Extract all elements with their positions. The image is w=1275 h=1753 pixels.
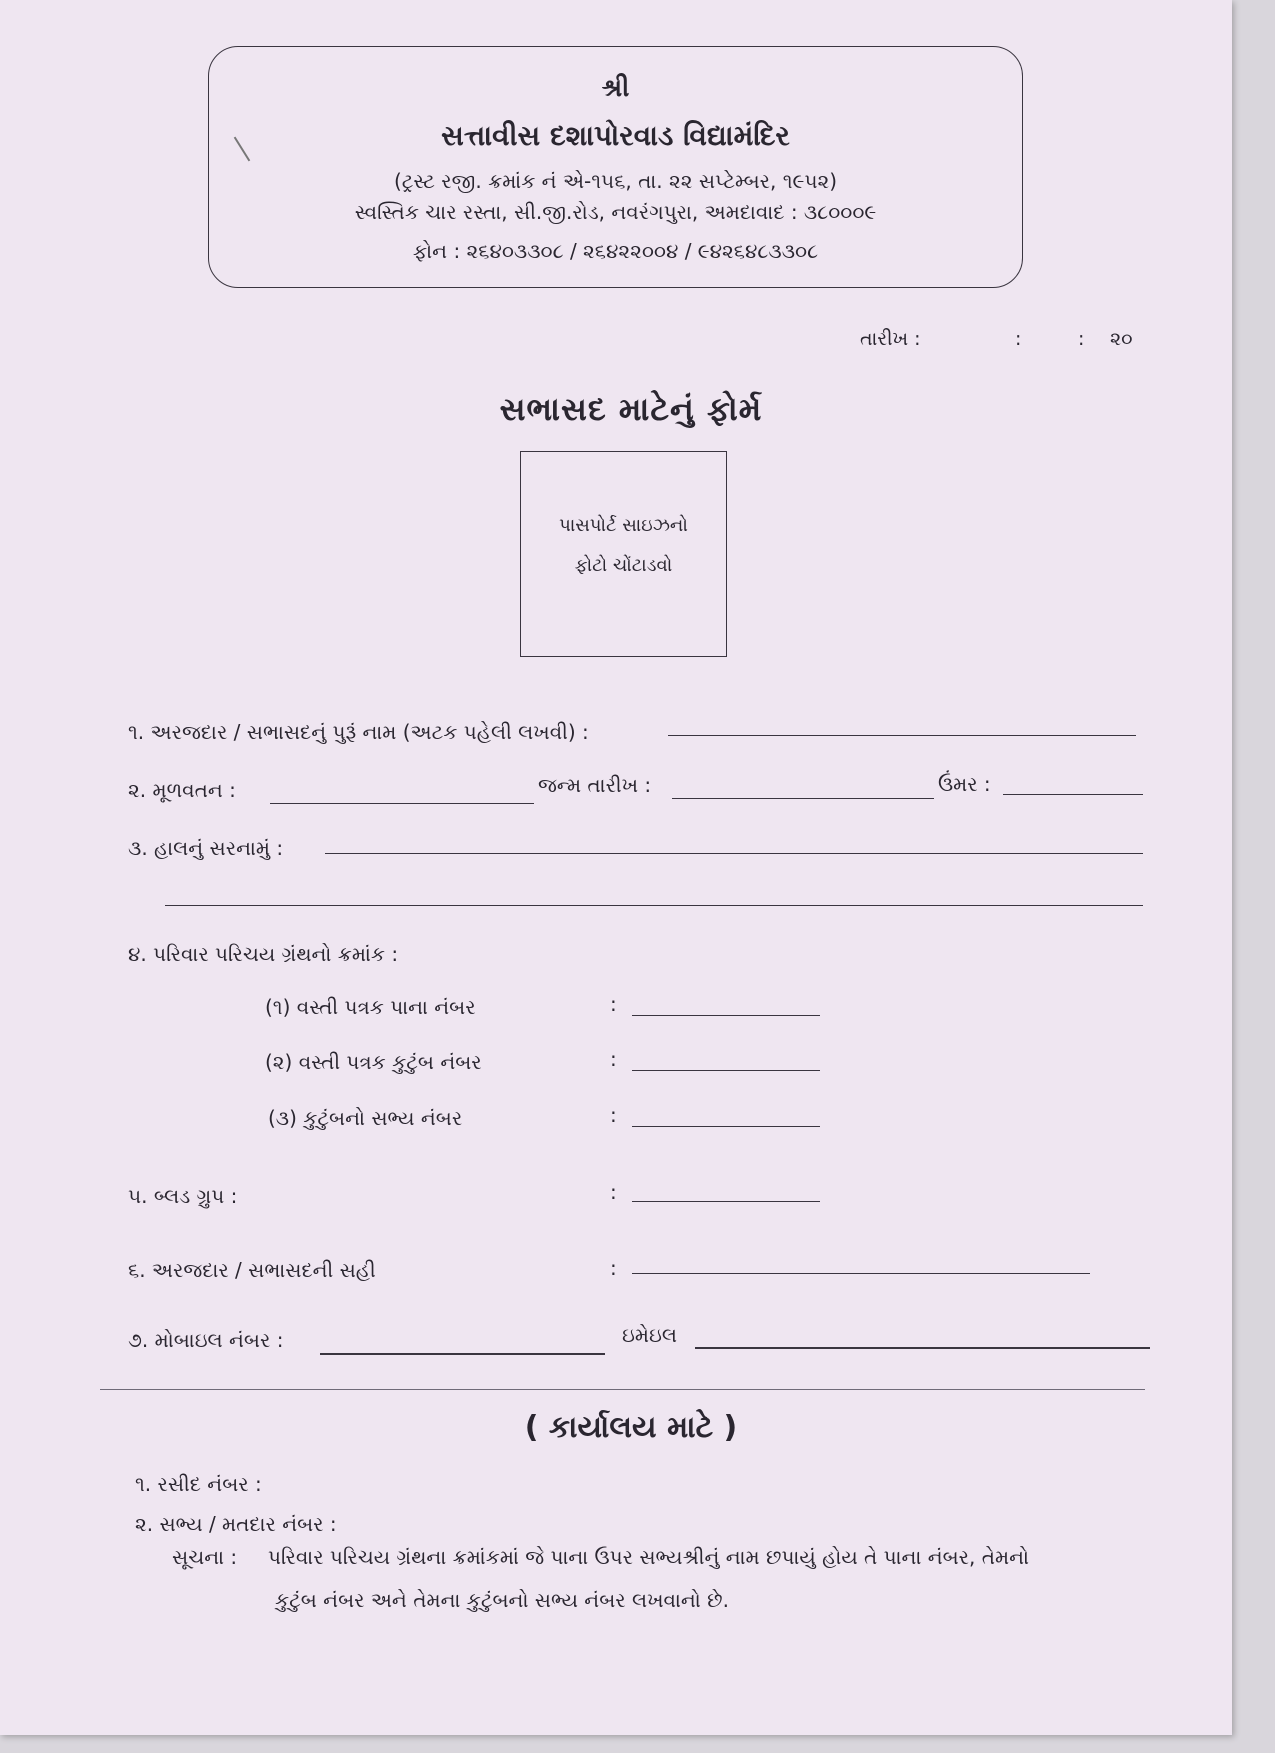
- member-voter-number-label: ૨. સભ્ય / મતદાર નંબર :: [135, 1512, 337, 1536]
- blood-group-label: ૫. બ્લડ ગ્રુપ :: [128, 1184, 238, 1208]
- form-title: સભાસદ માટેનું ફોર્મ: [499, 390, 763, 428]
- census-page-number-label: (૧) વસ્તી પત્રક પાના નંબર: [265, 995, 476, 1019]
- photo-instruction-1: પાસપોર્ટ સાઇઝનો: [559, 515, 688, 536]
- email-label: ઇમેઇલ: [622, 1323, 677, 1347]
- email-line[interactable]: [695, 1347, 1150, 1349]
- family-member-number-line[interactable]: [632, 1126, 820, 1127]
- census-page-colon: :: [610, 992, 617, 1016]
- photo-instruction-2: ફોટો ચોંટાડવો: [574, 555, 673, 576]
- trust-registration: (ટ્રસ્ટ રજી. ક્રમાંક નં એ-૧૫૬, તા. ૨૨ સપ્ટેમ્બર, ૧૯૫૨): [393, 169, 838, 193]
- native-place-line[interactable]: [270, 803, 534, 804]
- census-family-number-label: (૨) વસ્તી પત્રક કુટુંબ નંબર: [265, 1050, 482, 1074]
- age-line[interactable]: [1003, 794, 1143, 795]
- census-family-colon: :: [610, 1047, 617, 1071]
- date-separator-1: :: [1015, 328, 1022, 350]
- census-family-number-line[interactable]: [632, 1070, 820, 1071]
- office-use-title: ( કાર્યાલય માટે ): [524, 1410, 738, 1445]
- age-label: ઉંમર :: [938, 772, 991, 796]
- section-divider: [100, 1389, 1145, 1390]
- institution-address: સ્વસ્તિક ચાર રસ્તા, સી.જી.રોડ, નવરંગપુરા, અમદાવાદ : ૩૮૦૦૦૯: [354, 200, 877, 224]
- mobile-label: ૭. મોબાઇલ નંબર :: [128, 1328, 284, 1352]
- birth-date-line[interactable]: [672, 798, 934, 799]
- date-year-prefix: ૨૦: [1110, 328, 1133, 350]
- family-member-number-label: (૩) કુટુંબનો સભ્ય નંબર: [268, 1106, 463, 1130]
- current-address-label: ૩. હાલનું સરનામું :: [128, 836, 284, 860]
- birth-date-label: જન્મ તારીખ :: [538, 773, 652, 797]
- family-book-label: ૪. પરિવાર પરિચય ગ્રંથનો ક્રમાંક :: [128, 942, 399, 966]
- blood-group-colon: :: [610, 1180, 617, 1204]
- photo-box: [520, 451, 727, 657]
- date-label: તારીખ :: [860, 328, 921, 350]
- signature-label: ૬. અરજદાર / સભાસદની સહી: [128, 1258, 376, 1282]
- current-address-line-2[interactable]: [165, 905, 1143, 906]
- family-member-colon: :: [610, 1103, 617, 1127]
- note-label: સૂચના :: [172, 1545, 238, 1569]
- native-place-label: ૨. મૂળવતન :: [128, 778, 236, 802]
- signature-colon: :: [610, 1256, 617, 1280]
- current-address-line-1[interactable]: [325, 853, 1143, 854]
- date-separator-2: :: [1078, 328, 1085, 350]
- note-line-2: કુટુંબ નંબર અને તેમના કુટુંબનો સભ્ય નંબર લખવાનો છે.: [275, 1588, 729, 1612]
- full-name-label: ૧. અરજદાર / સભાસદનું પુરૂં નામ (અટક પહેલી લખવી) :: [128, 720, 589, 744]
- receipt-number-label: ૧. રસીદ નંબર :: [135, 1472, 262, 1496]
- header-shri: શ્રી: [601, 73, 630, 102]
- signature-line[interactable]: [632, 1273, 1090, 1274]
- institution-name: સત્તાવીસ દશાપોરવાડ વિદ્યામંદિર: [441, 119, 790, 152]
- blood-group-line[interactable]: [632, 1201, 820, 1202]
- mobile-line[interactable]: [320, 1353, 605, 1355]
- full-name-line[interactable]: [668, 735, 1136, 736]
- institution-phone: ફોન : ૨૬૪૦૩૩૦૮ / ૨૬૪૨૨૦૦૪ / ૯૪૨૬૪૮૩૩૦૮: [412, 239, 819, 263]
- institution-header: [208, 46, 1023, 288]
- census-page-number-line[interactable]: [632, 1015, 820, 1016]
- note-line-1: પરિવાર પરિચય ગ્રંથના ક્રમાંકમાં જે પાના ઉપર સભ્યશ્રીનું નામ છપાયું હોય તે પાના નંબર, તેમનો: [268, 1545, 1030, 1569]
